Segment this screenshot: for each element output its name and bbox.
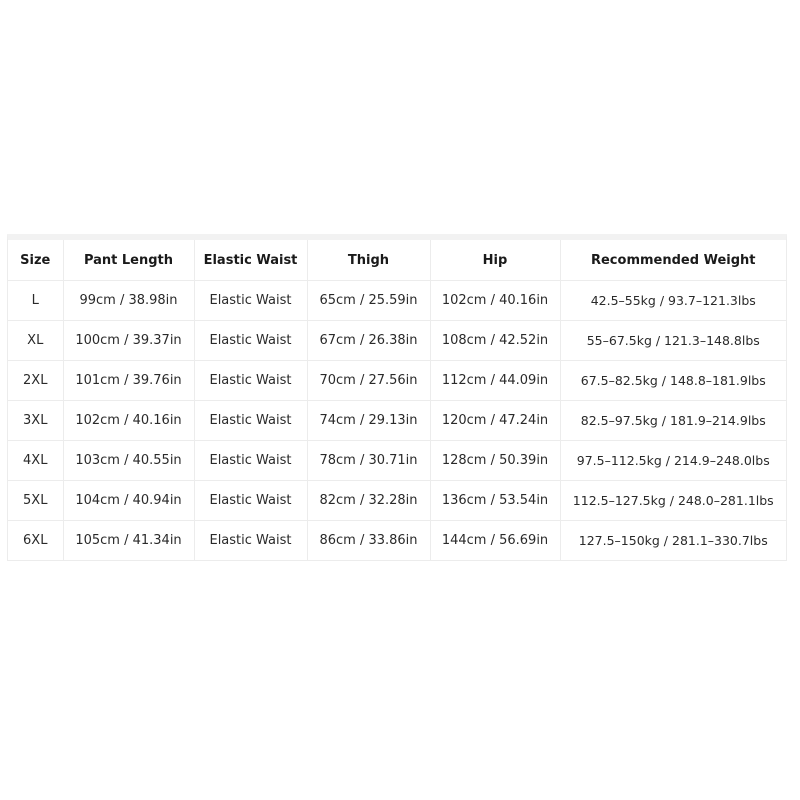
table-row bbox=[8, 401, 786, 441]
weight-cell: 82.5–97.5kg / 181.9–214.9lbs bbox=[560, 401, 786, 441]
table-row bbox=[8, 521, 786, 561]
size-cell: 3XL bbox=[8, 401, 63, 441]
header-recommended-weight: Recommended Weight bbox=[560, 240, 786, 281]
header-hip: Hip bbox=[430, 240, 560, 281]
pant-length-cell: 99cm / 38.98in bbox=[63, 281, 194, 321]
pant-length-cell: 102cm / 40.16in bbox=[63, 401, 194, 441]
table-row bbox=[8, 361, 786, 401]
weight-cell: 127.5–150kg / 281.1–330.7lbs bbox=[578, 533, 768, 548]
size-chart bbox=[7, 234, 787, 561]
thigh-cell: 78cm / 30.71in bbox=[307, 441, 430, 481]
weight-cell: 55–67.5kg / 121.3–148.8lbs bbox=[560, 321, 786, 361]
table-row bbox=[8, 481, 786, 521]
hip-cell: 136cm / 53.54in bbox=[430, 481, 560, 521]
elastic-waist-cell: Elastic Waist bbox=[194, 281, 307, 321]
elastic-waist-cell: Elastic Waist bbox=[194, 401, 307, 441]
weight-cell: 112.5–127.5kg / 248.0–281.1lbs bbox=[560, 481, 786, 521]
header-size: Size bbox=[8, 240, 63, 281]
thigh-cell: 67cm / 26.38in bbox=[307, 321, 430, 361]
elastic-waist-cell: Elastic Waist bbox=[194, 321, 307, 361]
size-cell: 6XL bbox=[8, 521, 63, 561]
size-cell: 4XL bbox=[8, 441, 63, 481]
header-row bbox=[8, 240, 786, 281]
table-row bbox=[8, 281, 786, 321]
table-row bbox=[8, 321, 786, 361]
hip-cell: 144cm / 56.69in bbox=[430, 521, 560, 561]
weight-cell: 97.5–112.5kg / 214.9–248.0lbs bbox=[560, 441, 786, 481]
elastic-waist-cell: Elastic Waist bbox=[194, 481, 307, 521]
thigh-cell: 74cm / 29.13in bbox=[307, 401, 430, 441]
elastic-waist-cell: Elastic Waist bbox=[194, 521, 307, 561]
weight-cell: 67.5–82.5kg / 148.8–181.9lbs bbox=[560, 361, 786, 401]
header-pant-length: Pant Length bbox=[63, 240, 194, 281]
header-elastic-waist: Elastic Waist bbox=[194, 240, 307, 281]
thigh-cell: 86cm / 33.86in bbox=[307, 521, 430, 561]
pant-length-cell: 101cm / 39.76in bbox=[63, 361, 194, 401]
hip-cell: 112cm / 44.09in bbox=[430, 361, 560, 401]
size-cell: 2XL bbox=[8, 361, 63, 401]
size-cell: 5XL bbox=[8, 481, 63, 521]
thigh-cell: 70cm / 27.56in bbox=[307, 361, 430, 401]
pant-length-cell: 104cm / 40.94in bbox=[63, 481, 194, 521]
weight-cell: 42.5–55kg / 93.7–121.3lbs bbox=[560, 281, 786, 321]
thigh-cell: 65cm / 25.59in bbox=[307, 281, 430, 321]
elastic-waist-cell: Elastic Waist bbox=[194, 361, 307, 401]
pant-length-cell: 105cm / 41.34in bbox=[63, 521, 194, 561]
size-cell: XL bbox=[8, 321, 63, 361]
size-cell: L bbox=[8, 281, 63, 321]
hip-cell: 108cm / 42.52in bbox=[430, 321, 560, 361]
hip-cell: 128cm / 50.39in bbox=[430, 441, 560, 481]
table-row bbox=[8, 441, 786, 481]
elastic-waist-cell: Elastic Waist bbox=[194, 441, 307, 481]
pant-length-cell: 103cm / 40.55in bbox=[63, 441, 194, 481]
header-thigh: Thigh bbox=[307, 240, 430, 281]
size-chart-table bbox=[8, 240, 786, 560]
hip-cell: 102cm / 40.16in bbox=[430, 281, 560, 321]
hip-cell: 120cm / 47.24in bbox=[430, 401, 560, 441]
pant-length-cell: 100cm / 39.37in bbox=[63, 321, 194, 361]
thigh-cell: 82cm / 32.28in bbox=[307, 481, 430, 521]
